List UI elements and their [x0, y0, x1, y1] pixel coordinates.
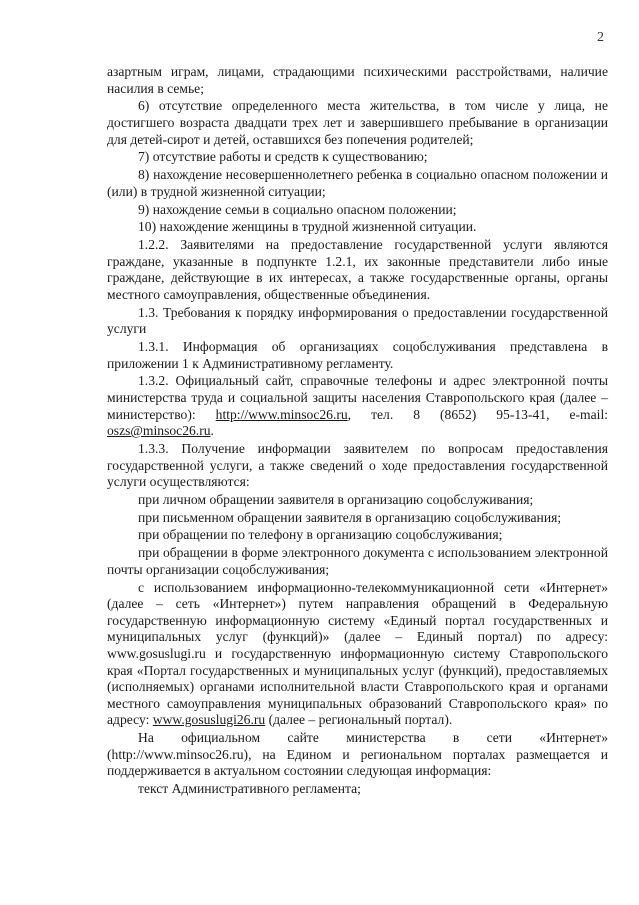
paragraph-text: азартным играм, лицами, страдающими психическими расстройствами, наличие насилия в семье;: [107, 64, 608, 96]
paragraph-text: 9) нахождение семьи в социально опасном положении;: [138, 201, 457, 217]
paragraph: [107, 373, 608, 439]
paragraph-text: 1.3.1. Информация об организациях соцобслуживания представлена в приложении 1 к Административному регламенту.: [107, 339, 608, 371]
paragraph: [107, 545, 608, 578]
paragraph-text: 1.3. Требования к порядку информирования о предоставлении государственной услуги: [107, 304, 608, 337]
paragraph: [107, 510, 608, 527]
paragraph-text: , тел. 8 (8652) 95-13-41, e-mail:: [347, 406, 608, 422]
hyperlink[interactable]: oszs@minsoc26.ru: [107, 423, 211, 439]
paragraph-text: при личном обращении заявителя в организацию соцобслуживания;: [138, 491, 534, 507]
paragraph-text: 8) нахождение несовершеннолетнего ребенка в социально опасном положении и (или) в трудной жизненной ситуации;: [107, 167, 608, 199]
document-body: [107, 64, 608, 799]
paragraph: [107, 441, 608, 491]
paragraph-text: при обращении по телефону в организацию соцобслуживания;: [138, 527, 503, 543]
paragraph: [107, 64, 608, 97]
paragraph-text: (далее – региональный портал).: [265, 712, 453, 728]
page-number: 2: [597, 30, 604, 45]
paragraph: [107, 237, 608, 303]
paragraph: [107, 149, 608, 166]
paragraph-text: 6) отсутствие определенного места жительства, в том числе у лица, не достигшего возраста двадцати трех лет и завершившего пребывание в организации для детей-сирот и детей, оставшихся без попечения родителей;: [107, 98, 608, 147]
paragraph: [107, 580, 608, 729]
paragraph-text: 10) нахождение женщины в трудной жизненной ситуации.: [138, 219, 477, 235]
paragraph-text: 1.2.2. Заявителями на предоставление государственной услуги являются граждане, указанные в подпункте 1.2.1, их законные представители либо иные граждане, действующие в их интересах, а также государственные органы, органы местного самоуправления, общественные объединения.: [107, 237, 608, 302]
paragraph: [107, 781, 608, 798]
paragraph-text: при письменном обращении заявителя в организацию соцобслуживания;: [138, 509, 562, 525]
paragraph-text: 1.3.3. Получение информации заявителем по вопросам предоставления государственной услуги, а также сведений о ходе предоставления государственной услуги осуществляются:: [107, 440, 608, 490]
paragraph-text: На официальном сайте министерства в сети «Интернет» (http://www.minsoc26.ru), на Едином и региональном порталах размещается и поддерживается в актуальном состоянии следующая информация:: [107, 730, 608, 779]
paragraph-text: 7) отсутствие работы и средств к существованию;: [138, 149, 428, 165]
paragraph: [107, 167, 608, 200]
paragraph-text: при обращении в форме электронного документа с использованием электронной почты организации соцобслуживания;: [107, 545, 608, 577]
paragraph: [107, 527, 608, 544]
paragraph: [107, 339, 608, 372]
paragraph: [107, 492, 608, 509]
paragraph: [107, 305, 608, 338]
hyperlink[interactable]: http://www.minsoc26.ru: [215, 406, 348, 422]
paragraph-text: с использованием информационно-телекоммуникационной сети «Интернет» (далее – сеть «Интернет») путем направления обращений в Федеральную государственную информационную систему «Единый портал государственных и муниципальных услуг (функций)» (далее – Единый портал) по адресу: www.gosuslugi.ru и государственную информационную систему Ставропольского края «Портал государственных и муниципальных услуг (функций), предоставляемых (исполняемых) органами исполнительной власти Ставропольского края и органами местного самоуправления муниципальных образований Ставропольского края» по адресу:: [107, 579, 608, 728]
paragraph: [107, 98, 608, 148]
paragraph-text: текст Административного регламента;: [138, 781, 361, 797]
paragraph-text: .: [210, 423, 214, 439]
paragraph: [107, 730, 608, 780]
hyperlink[interactable]: www.gosuslugi26.ru: [152, 712, 266, 728]
paragraph: [107, 219, 608, 236]
paragraph-text: 1.3.2. Официальный сайт, справочные телефоны и адрес электронной почты министерства труда и социальной защиты населения Ставропольского края (далее – министерство):: [107, 373, 608, 422]
paragraph: [107, 202, 608, 219]
